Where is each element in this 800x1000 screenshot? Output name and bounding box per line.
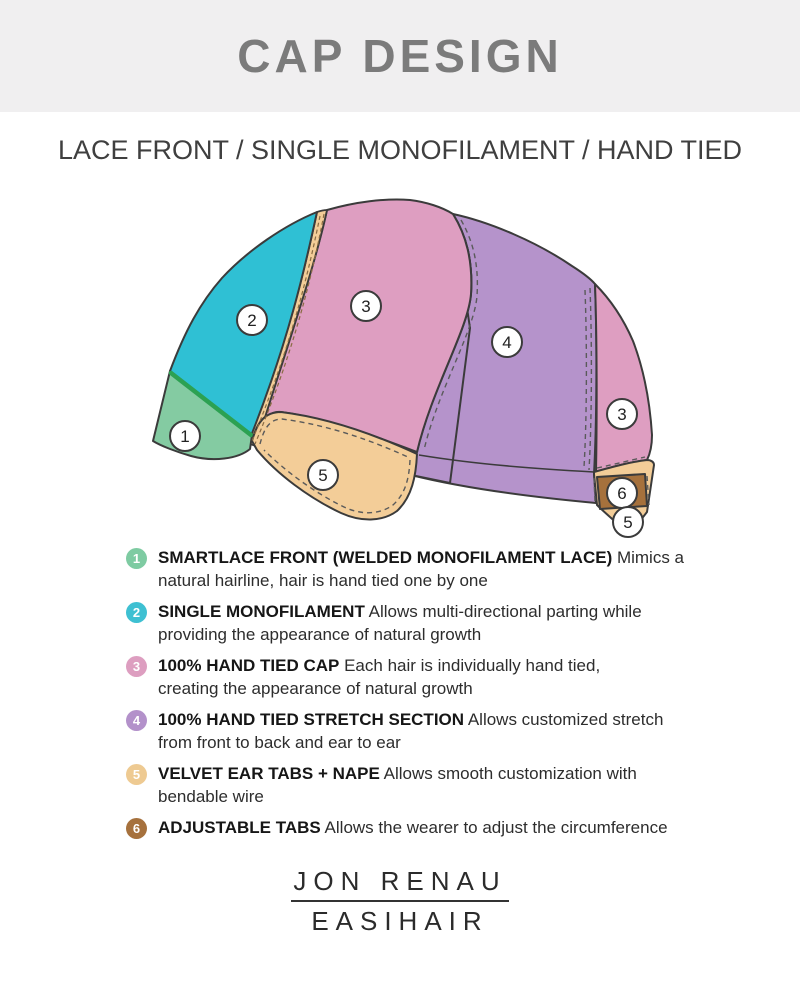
legend-item — [126, 817, 726, 840]
page-title: CAP DESIGN — [237, 30, 563, 82]
legend-item-desc-line2: bendable wire — [158, 786, 264, 806]
legend-item-title: ADJUSTABLE TABS — [158, 818, 321, 837]
legend-item-desc: Each hair is individually hand tied, — [339, 656, 601, 675]
legend-number-badge: 3 — [126, 656, 147, 677]
legend-item-text — [158, 763, 713, 808]
legend-item-desc: Allows smooth customization with — [379, 764, 637, 783]
legend-number-badge: 6 — [126, 818, 147, 839]
cap-marker-3 — [351, 291, 381, 321]
cap-marker-6 — [607, 478, 637, 508]
header-band — [0, 0, 800, 112]
legend-item-desc: Mimics a — [612, 548, 685, 567]
legend-item-title: SMARTLACE FRONT (WELDED MONOFILAMENT LACE) — [158, 548, 613, 567]
cap-marker-4 — [492, 327, 522, 357]
svg-text:4: 4 — [502, 333, 512, 352]
legend-item-text — [158, 817, 713, 840]
legend-item-desc-line2: creating the appearance of natural growth — [158, 678, 473, 698]
legend-item-title: VELVET EAR TABS + NAPE — [158, 764, 380, 783]
legend-item-text — [158, 601, 713, 646]
cap-marker-2 — [237, 305, 267, 335]
legend-item-desc: Allows the wearer to adjust the circumference — [320, 818, 668, 837]
legend-item-desc-line2: natural hairline, hair is hand tied one by one — [158, 570, 488, 590]
cap-marker-1 — [170, 421, 200, 451]
legend-item-title: 100% HAND TIED CAP — [158, 656, 340, 675]
legend-item-desc: Allows multi-directional parting while — [364, 602, 642, 621]
legend-item-desc-line2: providing the appearance of natural growth — [158, 624, 482, 644]
legend-item-title: 100% HAND TIED STRETCH SECTION — [158, 710, 465, 729]
svg-text:3: 3 — [617, 405, 627, 424]
legend-item-desc-line2: from front to back and ear to ear — [158, 732, 401, 752]
brand-footer — [0, 866, 800, 936]
brand-divider — [291, 900, 509, 902]
legend-number-badge: 2 — [126, 602, 147, 623]
legend-item — [126, 709, 726, 754]
legend-number-badge: 1 — [126, 548, 147, 569]
sub-brand-name: EASIHAIR — [311, 905, 489, 936]
svg-text:1: 1 — [180, 427, 190, 446]
legend-item — [126, 763, 726, 808]
legend-item-text — [158, 709, 713, 754]
legend-item — [126, 655, 726, 700]
svg-text:3: 3 — [361, 297, 371, 316]
legend-number-badge: 4 — [126, 710, 147, 731]
legend — [0, 547, 800, 840]
svg-text:2: 2 — [247, 311, 257, 330]
svg-text:6: 6 — [617, 484, 627, 503]
cap-marker-5 — [308, 460, 338, 490]
legend-item — [126, 547, 726, 592]
cap-diagram — [0, 188, 800, 545]
legend-item-text — [158, 655, 713, 700]
cap-marker-3 — [607, 399, 637, 429]
brand-name: JON RENAU — [293, 865, 507, 896]
cap-marker-5 — [613, 507, 643, 537]
cap-subtitle: LACE FRONT / SINGLE MONOFILAMENT / HAND TIED — [57, 135, 743, 165]
legend-number-badge: 5 — [126, 764, 147, 785]
legend-item-desc: Allows customized stretch — [464, 710, 664, 729]
svg-text:5: 5 — [318, 466, 328, 485]
svg-text:5: 5 — [623, 513, 633, 532]
region-hand-tied-back — [595, 284, 652, 472]
legend-item-text — [158, 547, 713, 592]
legend-item — [126, 601, 726, 646]
legend-item-title: SINGLE MONOFILAMENT — [158, 602, 365, 621]
